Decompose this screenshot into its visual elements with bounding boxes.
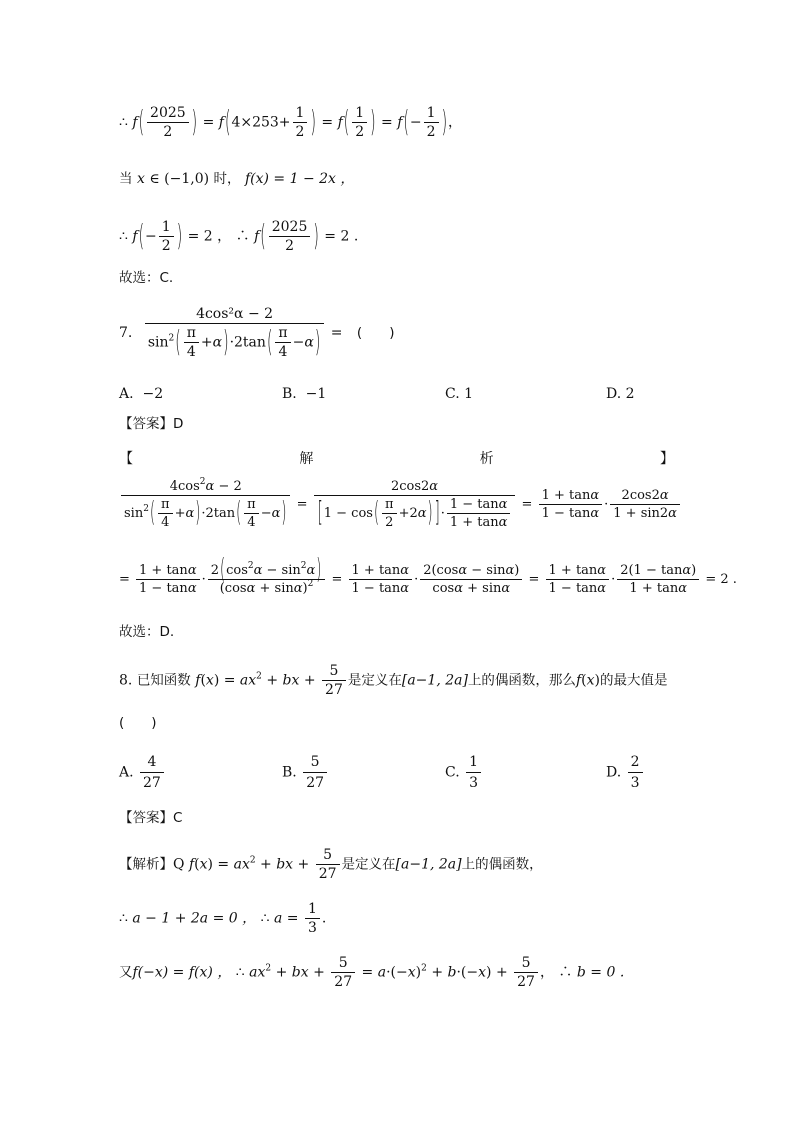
q8-analysis-line-1: 【解析】Q $f(x) = ax^2$ + bx + $\frac{5}{27}$ 是定义在[a−1, 2a]上的偶函数， (119, 847, 543, 882)
q8-option-d[interactable]: D. $\frac{2}{3}$ (606, 754, 645, 791)
choose-c-label: 故选：C. (119, 270, 174, 286)
question-8: 8. 已知函数 $f(x) = ax^2$ + bx + $\frac{5}{27}$ 是定义在[a−1, 2a]上的偶函数，那么f(x)的最大值是 (119, 663, 668, 698)
q7-derivation-step-1: $4\cos^2\alpha - 2$ $\sin^2$( $\frac{\pi}{4}$ +α)·2tan( $\frac{\pi}{4}$ −α) = 2cos2α [1 − cos( $\frac{\pi}{2}$ +2α) ]· $\frac{1 - \tan\alpha}{1 + \tan\alpha}$ = $\frac{1 + \tan\alpha}{1 - \tan\alpha}$ · $\frac{2\cos 2\alpha}{1 + \sin 2\alpha}$ (119, 480, 682, 529)
q7-analysis-header: 【 解 析 】 (119, 451, 674, 467)
q7-option-b[interactable]: B. −1 (282, 386, 327, 402)
q8-paren: ( ) (119, 715, 157, 731)
question-7: 7. 4cos²α − 2 $\sin^2$( $\frac{\pi}{4}$ +α)·2tan( $\frac{\pi}{4}$ −α) = ( ) (119, 306, 395, 360)
question-number: 7. (119, 325, 133, 341)
q8-option-c[interactable]: C. $\frac{1}{3}$ (445, 754, 483, 791)
condition-line: 当 x ∈ (−1,0) 时， f(x) = 1 − 2x ， (119, 171, 355, 187)
q7-derivation-step-2: = $\frac{1 + \tan\alpha}{1 - \tan\alpha}$ · $\frac{2(\cos^2\alpha - \sin^2\alpha)}{(\cos\alpha + \sin\alpha)^2}$ = $\frac{1 + \tan\alpha}{1 - \tan\alpha}$ · $\frac{2(\cos\alpha - \sin\alpha)}{\cos\alpha + \sin\alpha}$ = $\frac{1 + \tan\alpha}{1 - \tan\alpha}$ · $\frac{2(1 - \tan\alpha)}{1 + \tan\alpha}$ = 2 . (119, 554, 737, 596)
q8-answer: 【答案】C (119, 810, 183, 826)
q7-option-d[interactable]: D. 2 (606, 386, 635, 402)
q7-option-a[interactable]: A. −2 (119, 386, 164, 402)
q8-analysis-line-2: ∴ a − 1 + 2a = 0 ， ∴ a = $\frac{1}{3}$ . (119, 901, 327, 936)
q7-option-c[interactable]: C. 1 (445, 386, 474, 402)
therefore-symbol: ∴ (119, 114, 128, 131)
q8-option-a[interactable]: A. $\frac{4}{27}$ (119, 754, 166, 791)
equation-periodic-reduction: ∴ f( $\frac{2025}{2}$ ) = f(4×253+ $\frac{1}{2}$ ) = f( $\frac{1}{2}$ ) = f(− $\frac{1}{2}$ )， (119, 105, 463, 140)
choose-d-label: 故选：D. (119, 624, 175, 640)
equation-result: ∴ f(− $\frac{1}{2}$ ) = 2 ， ∴ f( $\frac{2025}{2}$ ) = 2 . (119, 219, 359, 254)
q8-analysis-line-3: 又f(−x) = f(x) ， ∴ $ax^2$ + bx + $\frac{5}{27}$ = $a\cdot(-x)^2 + b\cdot(-x)$ + $\frac{5}{27}$ ， ∴ b = 0 . (119, 955, 625, 990)
q7-answer: 【答案】D (119, 416, 184, 432)
q8-option-b[interactable]: B. $\frac{5}{27}$ (282, 754, 329, 791)
